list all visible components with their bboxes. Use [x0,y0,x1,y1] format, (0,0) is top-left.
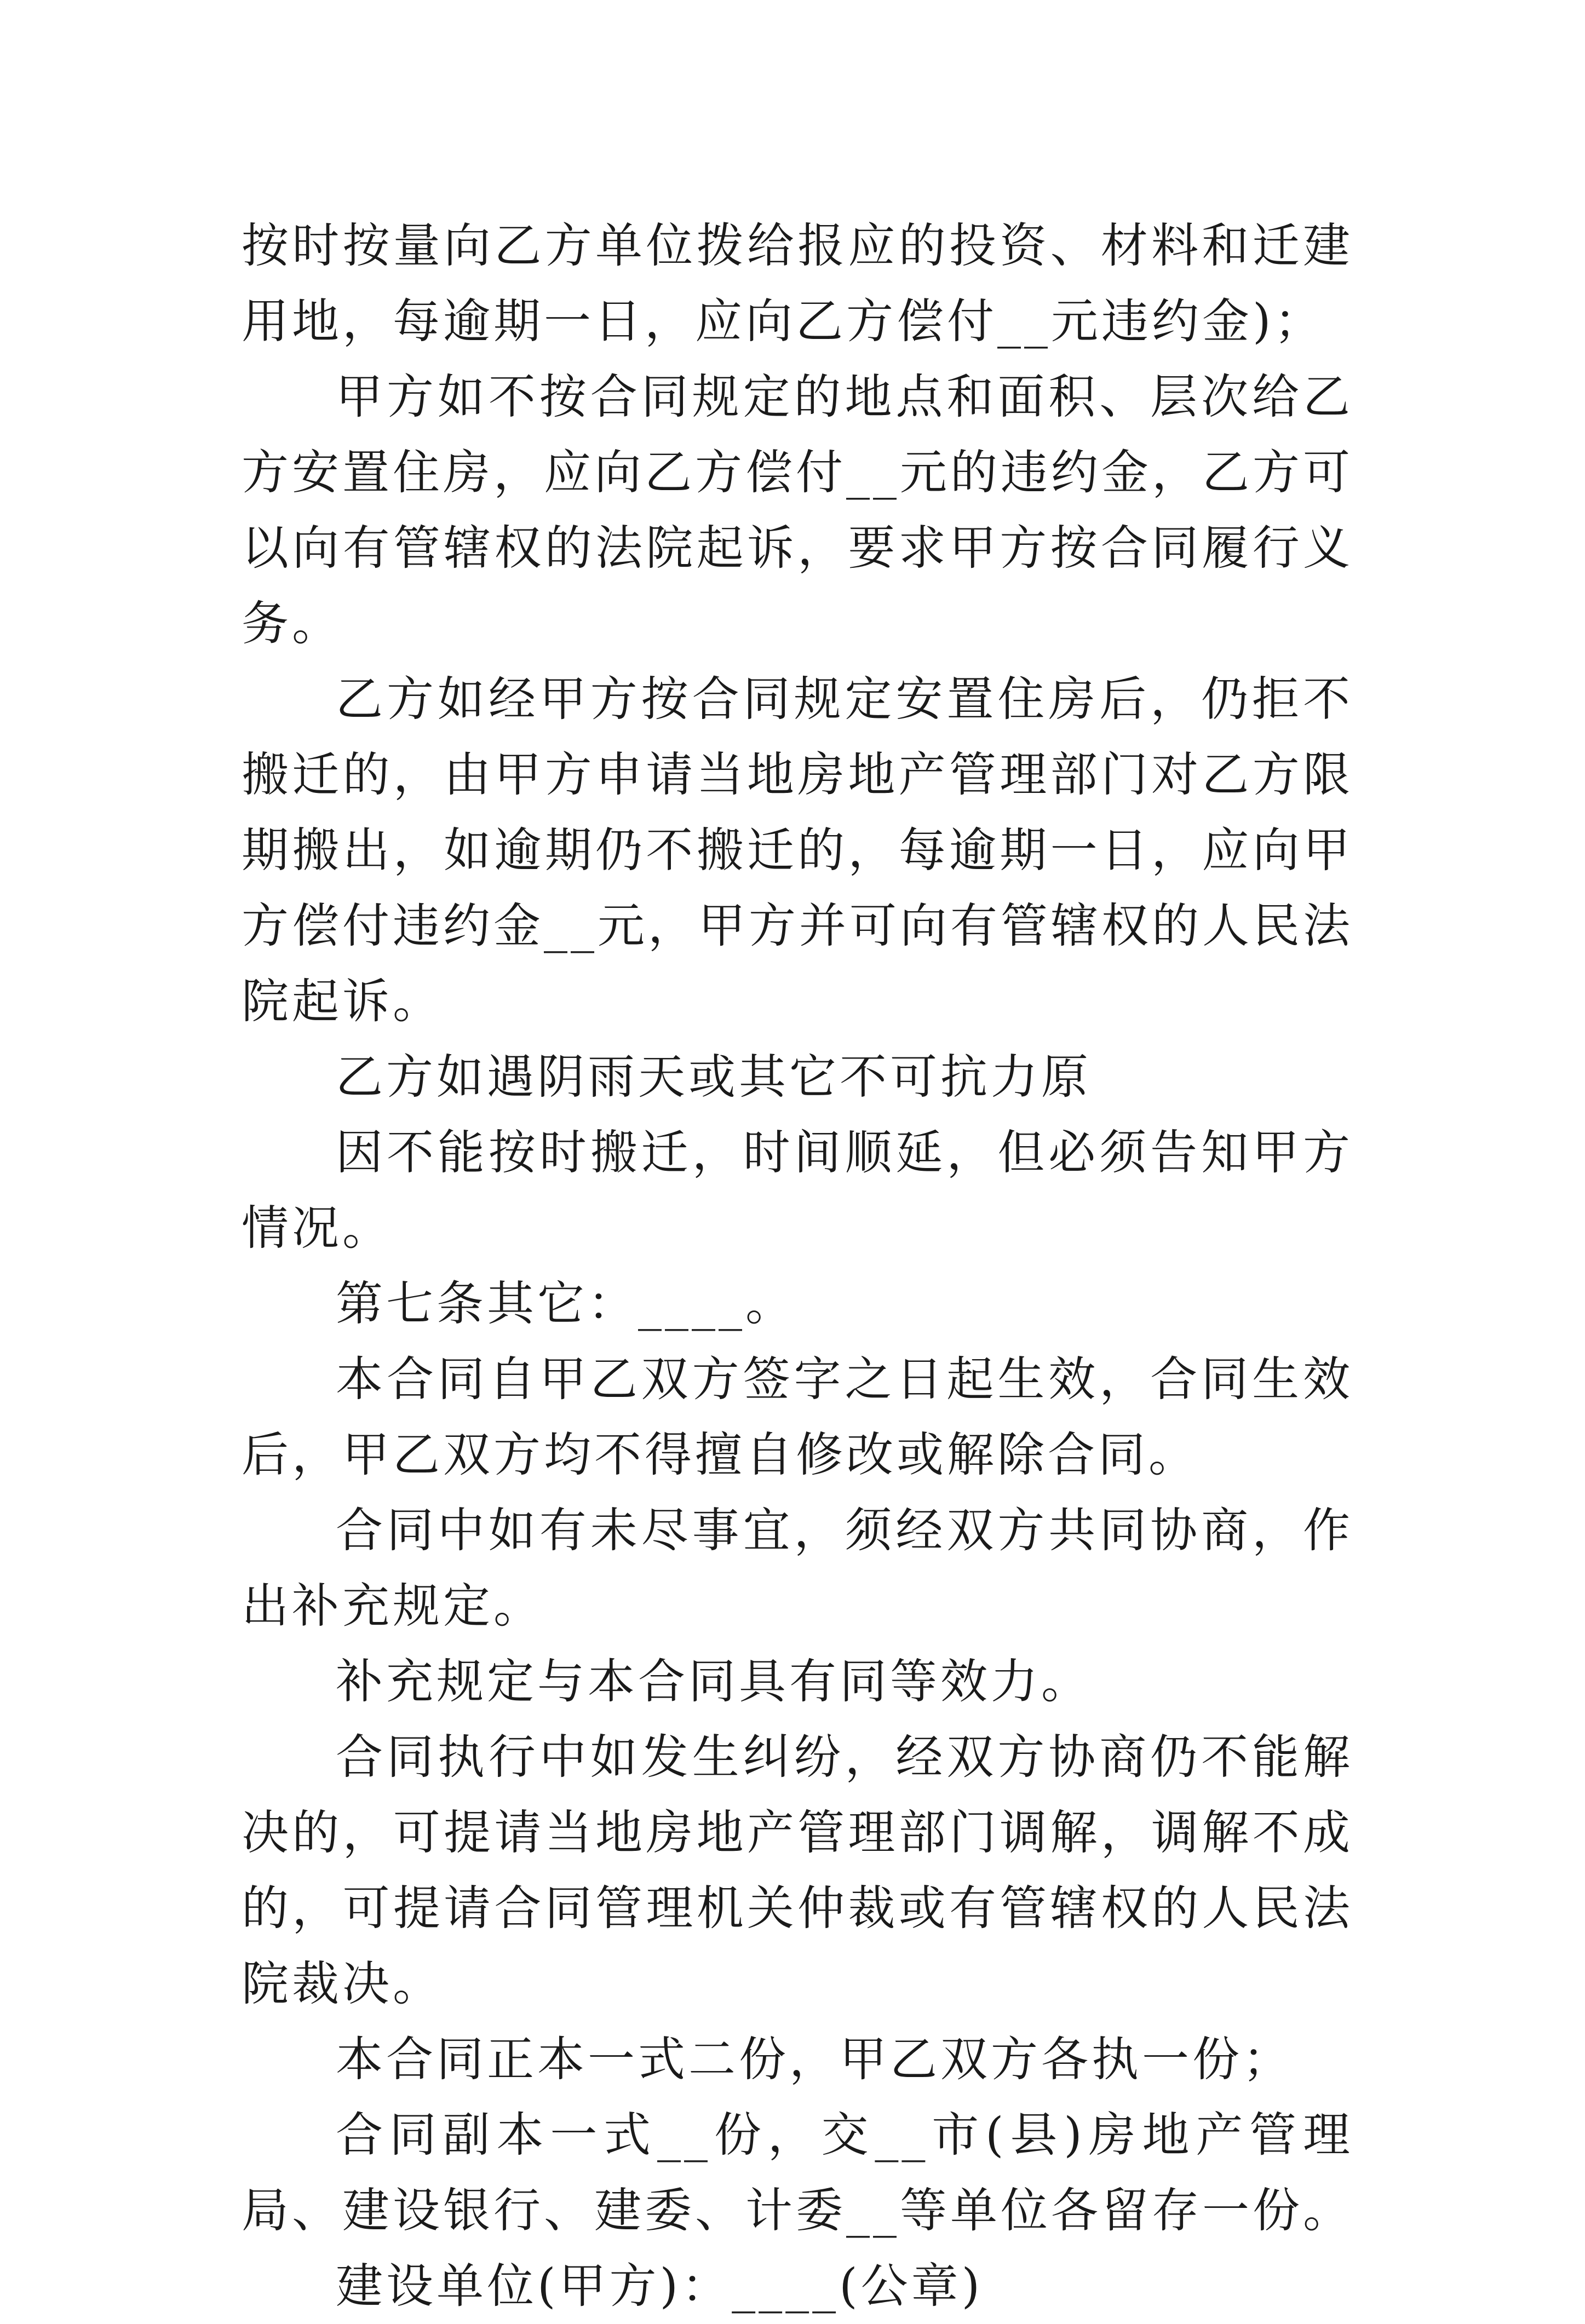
paragraph-article-seven: 第七条其它：____。 [336,1276,796,1331]
paragraph-supplementary: 合同中如有未尽事宜，须经双方共同协商，作出补充规定。 [242,1503,1353,1633]
paragraph-duplicate-copies: 合同副本一式__份，交__市(县)房地产管理局、建设银行、建委、计委__等单位各留存一份。 [242,2108,1353,2238]
paragraph-party-a-housing-breach: 甲方如不按合同规定的地点和面积、层次给乙方安置住房，应向乙方偿付__元的违约金，乙方可以向有管辖权的法院起诉，要求甲方按合同履行义务。 [242,370,1353,651]
paragraph-force-majeure: 乙方如遇阴雨天或其它不可抗力原 [336,1050,1092,1105]
paragraph-signature-party-a: 建设单位(甲方)：____(公章) [336,2259,984,2314]
paragraph-equal-effect: 补充规定与本合同具有同等效力。 [336,1654,1092,1709]
paragraph-original-copies: 本合同正本一式二份，甲乙双方各执一份； [336,2032,1293,2087]
paragraph-investment-obligation: 按时按量向乙方单位拨给报应的投资、材料和迁建用地，每逾期一日，应向乙方偿付__元违约金)； [242,218,1353,349]
paragraph-dispute-resolution: 合同执行中如发生纠纷，经双方协商仍不能解决的，可提请当地房地产管理部门调解，调解不成的，可提请合同管理机关仲裁或有管辖权的人民法院裁决。 [242,1730,1353,2011]
document-body [242,208,1353,2324]
paragraph-effective-date: 本合同自甲乙双方签字之日起生效，合同生效后，甲乙双方均不得擅自修改或解除合同。 [242,1352,1353,1482]
paragraph-force-majeure-cont: 因不能按时搬迁，时间顺延，但必须告知甲方情况。 [242,1125,1353,1256]
paragraph-party-b-refusal: 乙方如经甲方按合同规定安置住房后，仍拒不搬迁的，由甲方申请当地房地产管理部门对乙方限期搬出，如逾期仍不搬迁的，每逾期一日，应向甲方偿付违约金__元，甲方并可向有管辖权的人民法院起诉。 [242,672,1353,1029]
